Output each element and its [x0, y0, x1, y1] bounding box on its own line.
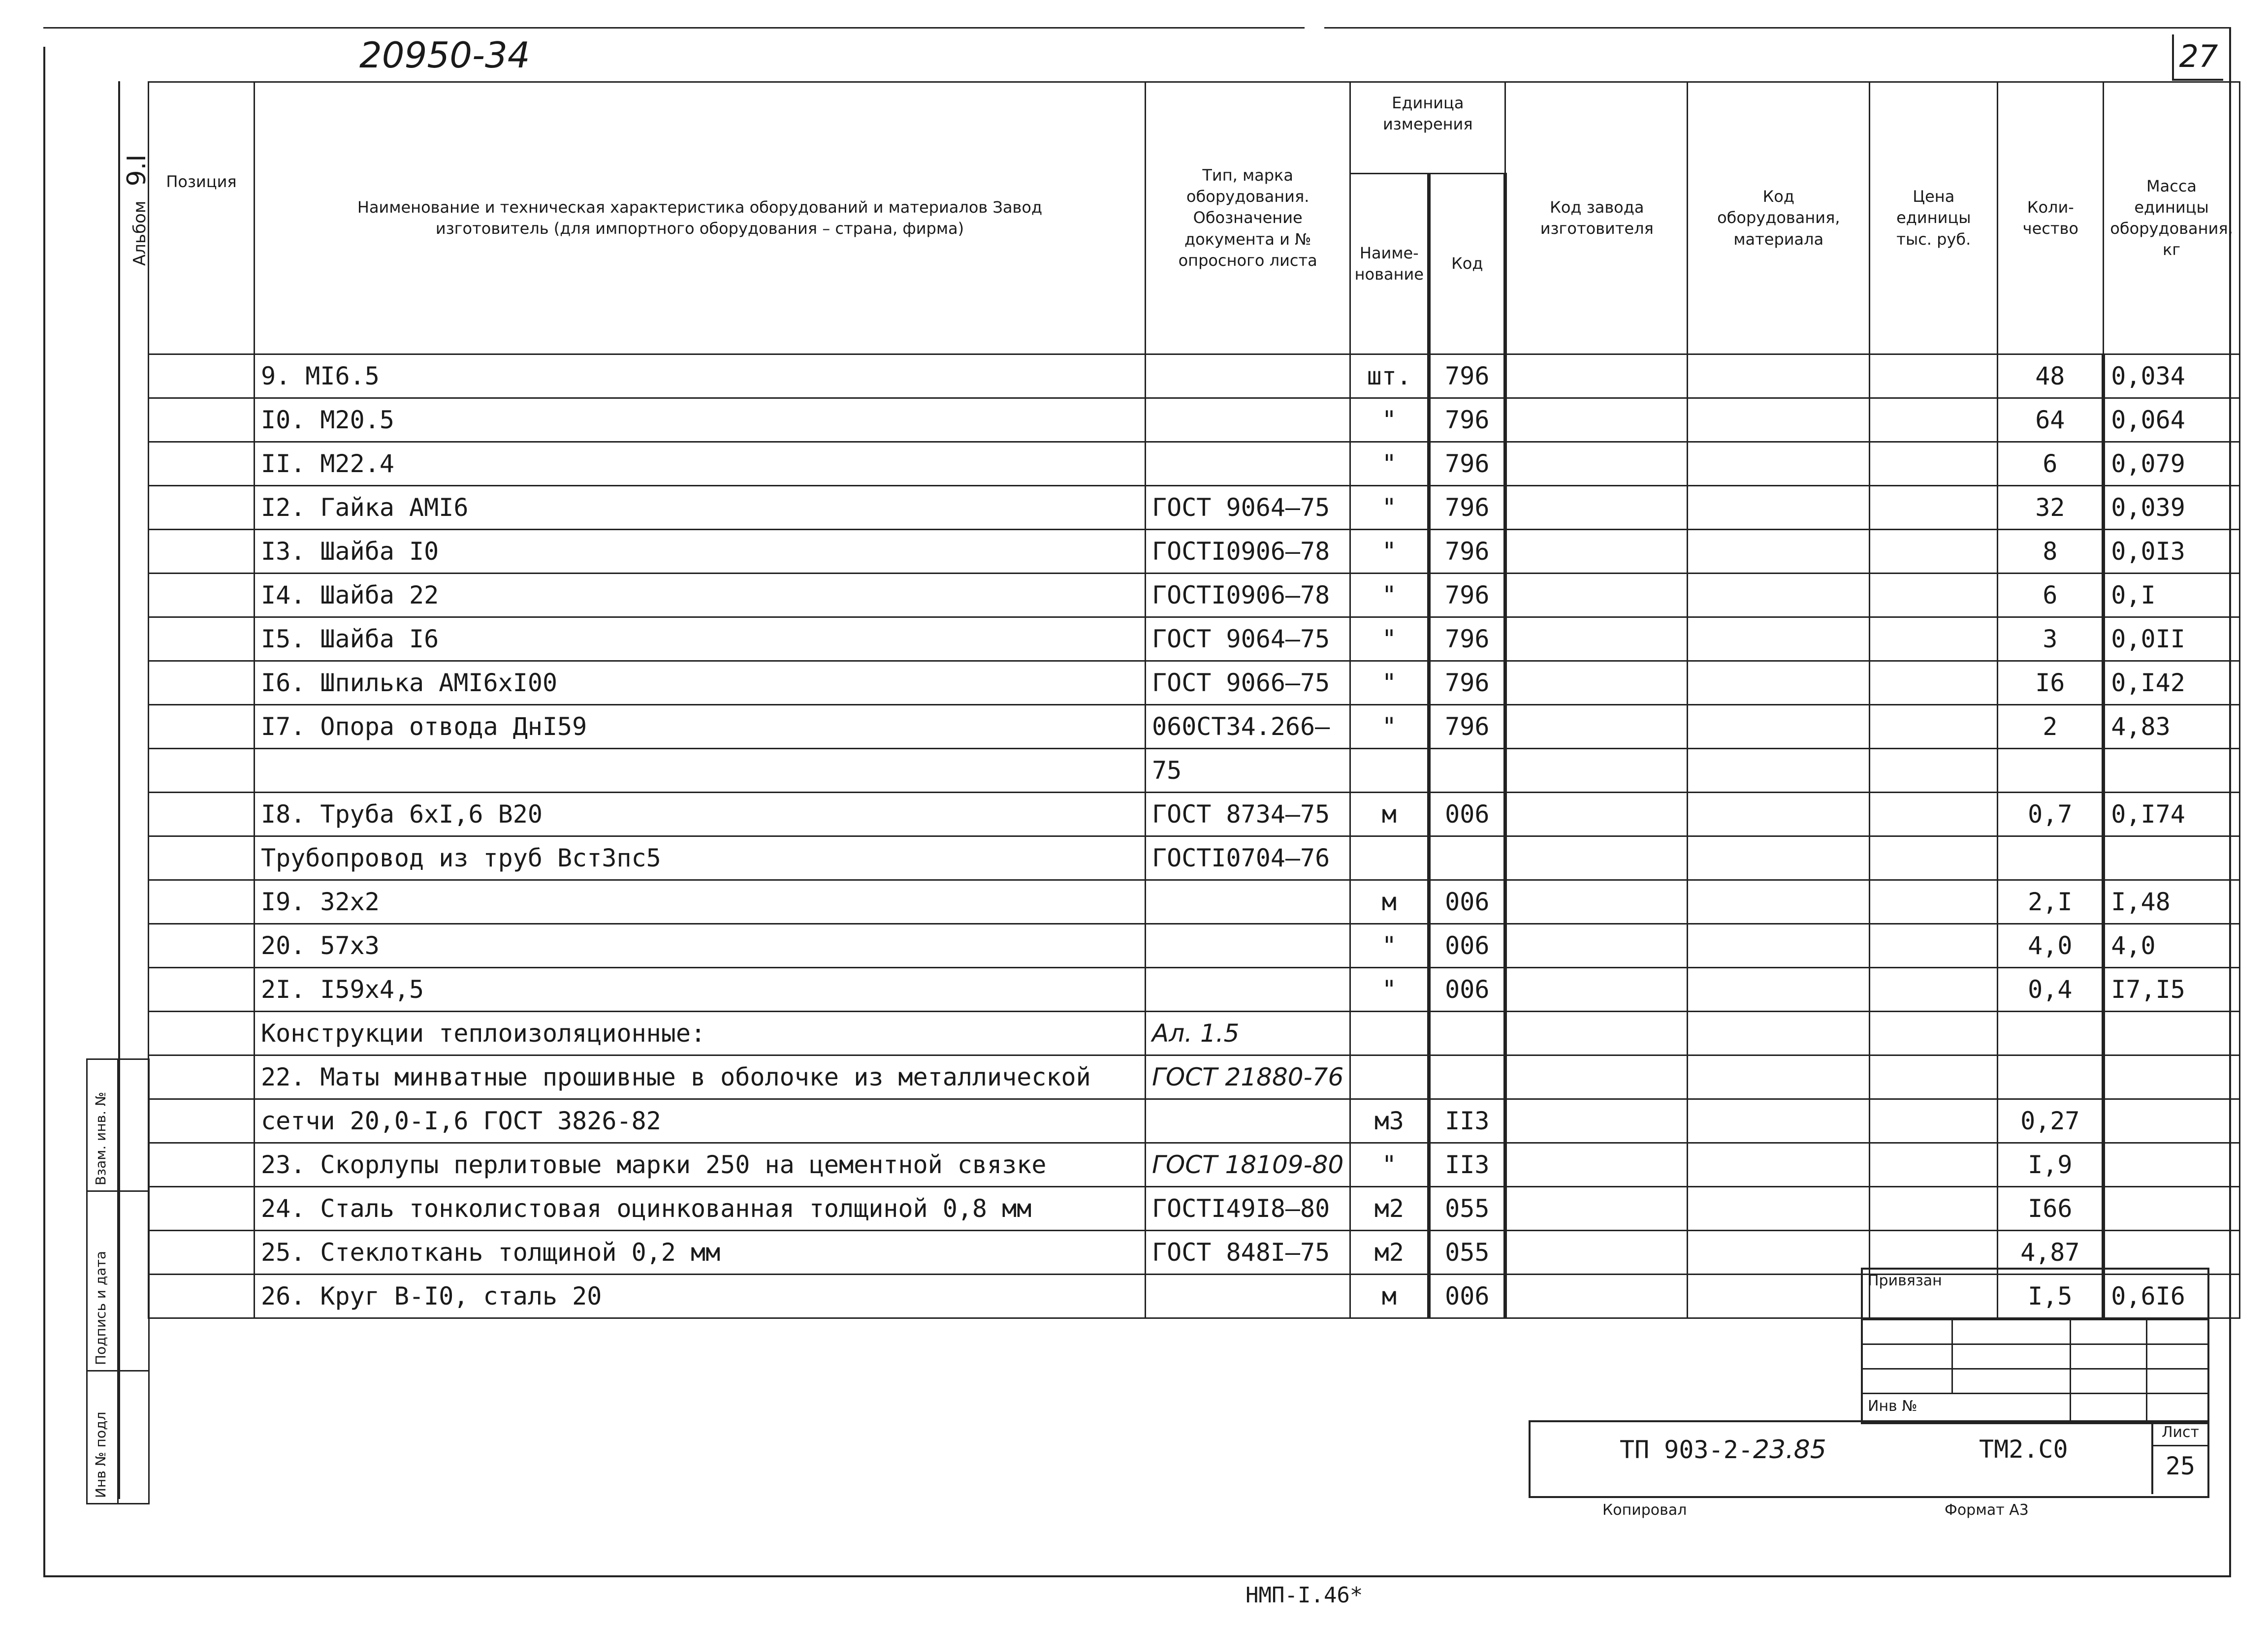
cell-factory-code	[1505, 924, 1688, 968]
cell-mass	[2104, 1012, 2239, 1055]
cell-quantity: 6	[1998, 442, 2104, 486]
cell-code: 055	[1429, 1187, 1505, 1231]
binding-stamp	[1861, 1268, 2209, 1424]
cell-position	[149, 442, 255, 486]
cell-quantity: 8	[1998, 530, 2104, 574]
cell-code	[1429, 749, 1505, 793]
cell-quantity: 0,27	[1998, 1099, 2104, 1143]
cell-code	[1429, 836, 1505, 880]
cell-quantity: I6	[1998, 661, 2104, 705]
table-row	[149, 749, 2240, 793]
cell-mass: 0,6I6	[2104, 1275, 2239, 1318]
cell-equipment-code	[1688, 398, 1870, 442]
cell-factory-code	[1505, 617, 1688, 661]
side-label-sign: Подпись и дата	[93, 1251, 109, 1365]
cell-code: II3	[1429, 1143, 1505, 1187]
album-word: Альбом	[130, 200, 150, 266]
cell-factory-code	[1505, 1012, 1688, 1055]
cell-type	[1146, 924, 1350, 968]
cell-unit: "	[1350, 1143, 1429, 1187]
cell-code	[1429, 1012, 1505, 1055]
cell-unit: "	[1350, 661, 1429, 705]
cell-name: I0. М20.5	[255, 398, 1146, 442]
cell-code: 796	[1429, 354, 1505, 398]
cell-type: ГОСТI0906–78	[1146, 530, 1350, 574]
cell-factory-code	[1505, 1275, 1688, 1318]
cell-unit: "	[1350, 705, 1429, 749]
table-row	[149, 880, 2240, 924]
table-row	[149, 530, 2240, 574]
cell-price	[1870, 836, 1998, 880]
side-label-inv-orig: Инв № подл	[93, 1411, 109, 1498]
cell-name: 20. 57х3	[255, 924, 1146, 968]
cell-type: ГОСТI0704–76	[1146, 836, 1350, 880]
frame-gap	[1305, 27, 1324, 30]
cell-position	[149, 486, 255, 530]
cell-equipment-code	[1688, 749, 1870, 793]
cell-quantity: 4,0	[1998, 924, 2104, 968]
cell-unit: "	[1350, 924, 1429, 968]
cell-name: II. М22.4	[255, 442, 1146, 486]
table-row	[149, 924, 2240, 968]
cell-unit	[1350, 749, 1429, 793]
cell-name: 9. МI6.5	[255, 354, 1146, 398]
cell-mass: 0,I	[2104, 574, 2239, 617]
cell-code: 006	[1429, 924, 1505, 968]
cell-factory-code	[1505, 1143, 1688, 1187]
cell-factory-code	[1505, 836, 1688, 880]
cell-factory-code	[1505, 793, 1688, 836]
cell-equipment-code	[1688, 530, 1870, 574]
cell-code: 055	[1429, 1231, 1505, 1275]
cell-equipment-code	[1688, 924, 1870, 968]
cell-code: 796	[1429, 705, 1505, 749]
cell-factory-code	[1505, 661, 1688, 705]
cell-position	[149, 661, 255, 705]
cell-unit: м	[1350, 1275, 1429, 1318]
cell-type	[1146, 398, 1350, 442]
cell-quantity: 6	[1998, 574, 2104, 617]
cell-factory-code	[1505, 1231, 1688, 1275]
cell-type: ГОСТI0906–78	[1146, 574, 1350, 617]
title-code-hand: 23.85	[1753, 1435, 1826, 1465]
table-row	[149, 836, 2240, 880]
cell-price	[1870, 530, 1998, 574]
cell-type: ГОСТ 9066–75	[1146, 661, 1350, 705]
cell-factory-code	[1505, 354, 1688, 398]
cell-mass: 0,064	[2104, 398, 2239, 442]
cell-price	[1870, 661, 1998, 705]
cell-quantity: 64	[1998, 398, 2104, 442]
cell-position	[149, 398, 255, 442]
cell-type: 060СТ34.266–	[1146, 705, 1350, 749]
cell-quantity	[1998, 1055, 2104, 1099]
cell-factory-code	[1505, 574, 1688, 617]
cell-equipment-code	[1688, 574, 1870, 617]
cell-position	[149, 530, 255, 574]
cell-code: 796	[1429, 486, 1505, 530]
cell-mass: 0,I42	[2104, 661, 2239, 705]
cell-price	[1870, 617, 1998, 661]
cell-position	[149, 1187, 255, 1231]
table-row	[149, 1187, 2240, 1231]
cell-unit: "	[1350, 574, 1429, 617]
cell-mass	[2104, 1143, 2239, 1187]
cell-mass: I7,I5	[2104, 968, 2239, 1012]
table-row	[149, 442, 2240, 486]
cell-unit: "	[1350, 968, 1429, 1012]
cell-price	[1870, 486, 1998, 530]
cell-mass	[2104, 836, 2239, 880]
cell-code: 006	[1429, 880, 1505, 924]
cell-code: 796	[1429, 530, 1505, 574]
cell-price	[1870, 574, 1998, 617]
cell-mass: I,48	[2104, 880, 2239, 924]
cell-equipment-code	[1688, 617, 1870, 661]
cell-position	[149, 617, 255, 661]
cell-position	[149, 1012, 255, 1055]
table-row	[149, 1143, 2240, 1187]
cell-type	[1146, 442, 1350, 486]
cell-quantity: 4,87	[1998, 1231, 2104, 1275]
footer-copied: Копировал	[1602, 1501, 1687, 1519]
cell-equipment-code	[1688, 705, 1870, 749]
cell-code: 796	[1429, 574, 1505, 617]
table-row	[149, 398, 2240, 442]
cell-factory-code	[1505, 486, 1688, 530]
title-sheet-box	[2151, 1420, 2207, 1494]
cell-code: 796	[1429, 661, 1505, 705]
cell-factory-code	[1505, 1187, 1688, 1231]
cell-price	[1870, 398, 1998, 442]
cell-price	[1870, 968, 1998, 1012]
cell-price	[1870, 442, 1998, 486]
cell-factory-code	[1505, 1055, 1688, 1099]
title-sheet-label: Лист	[2153, 1420, 2207, 1446]
document-number: 20950-34	[359, 34, 530, 76]
table-row	[149, 1055, 2240, 1099]
cell-factory-code	[1505, 705, 1688, 749]
table-row	[149, 1099, 2240, 1143]
cell-quantity	[1998, 836, 2104, 880]
cell-code: 006	[1429, 968, 1505, 1012]
stamp-privyazan: Привязан	[1868, 1272, 1942, 1289]
cell-name: I8. Труба 6хI,6 В20	[255, 793, 1146, 836]
title-block-mark: ТМ2.С0	[1979, 1435, 2068, 1464]
cell-factory-code	[1505, 442, 1688, 486]
cell-equipment-code	[1688, 1275, 1870, 1318]
cell-type	[1146, 354, 1350, 398]
cell-position	[149, 1275, 255, 1318]
cell-position	[149, 1099, 255, 1143]
cell-type: ГОСТ 21880-76	[1146, 1055, 1350, 1099]
cell-equipment-code	[1688, 1099, 1870, 1143]
footer-nmp: НМП-I.46*	[1246, 1583, 1363, 1608]
cell-unit: м3	[1350, 1099, 1429, 1143]
cell-name: Конструкции теплоизоляционные:	[255, 1012, 1146, 1055]
cell-unit: "	[1350, 617, 1429, 661]
cell-mass: 4,83	[2104, 705, 2239, 749]
cell-position	[149, 705, 255, 749]
title-block-code	[1620, 1435, 1826, 1465]
title-sheet-number: 25	[2165, 1452, 2196, 1480]
spec-table-wrap	[148, 81, 2240, 1319]
cell-unit: "	[1350, 398, 1429, 442]
cell-price	[1870, 1055, 1998, 1099]
spec-table	[148, 81, 2240, 1319]
col-name: Наименование и техническая характеристика оборудований и материалов Завод изготовитель (для импортного оборудования – страна, фирма)	[255, 82, 1146, 354]
table-row	[149, 793, 2240, 836]
cell-quantity: 3	[1998, 617, 2104, 661]
cell-price	[1870, 924, 1998, 968]
cell-code	[1429, 1055, 1505, 1099]
cell-position	[149, 924, 255, 968]
cell-mass: 0,079	[2104, 442, 2239, 486]
cell-equipment-code	[1688, 1143, 1870, 1187]
cell-name: 23. Скорлупы перлитовые марки 250 на цементной связке	[255, 1143, 1146, 1187]
cell-price	[1870, 749, 1998, 793]
cell-type: Ал. 1.5	[1146, 1012, 1350, 1055]
cell-name: I3. Шайба I0	[255, 530, 1146, 574]
col-quantity: Коли-чество	[1998, 82, 2104, 354]
cell-equipment-code	[1688, 661, 1870, 705]
cell-factory-code	[1505, 530, 1688, 574]
cell-quantity: 2,I	[1998, 880, 2104, 924]
col-unit-code: Код	[1429, 173, 1505, 354]
table-row	[149, 617, 2240, 661]
cell-type	[1146, 880, 1350, 924]
cell-code: 796	[1429, 442, 1505, 486]
cell-name: I2. Гайка АМI6	[255, 486, 1146, 530]
cell-code: 796	[1429, 398, 1505, 442]
cell-unit: "	[1350, 530, 1429, 574]
cell-name: Трубопровод из труб ВстЗпс5	[255, 836, 1146, 880]
cell-unit	[1350, 1055, 1429, 1099]
cell-name: I4. Шайба 22	[255, 574, 1146, 617]
cell-equipment-code	[1688, 354, 1870, 398]
col-position: Позиция	[149, 82, 255, 354]
cell-code: 796	[1429, 617, 1505, 661]
cell-price	[1870, 354, 1998, 398]
cell-price	[1870, 1099, 1998, 1143]
sheet-number-top: 27	[2172, 34, 2223, 81]
cell-position	[149, 880, 255, 924]
album-number: 9.I	[122, 154, 152, 187]
cell-name: I7. Опора отвода ДнI59	[255, 705, 1146, 749]
cell-factory-code	[1505, 1099, 1688, 1143]
cell-type: ГОСТ 18109-80	[1146, 1143, 1350, 1187]
cell-price	[1870, 1012, 1998, 1055]
cell-position	[149, 749, 255, 793]
cell-type	[1146, 1099, 1350, 1143]
cell-type	[1146, 1275, 1350, 1318]
cell-factory-code	[1505, 398, 1688, 442]
table-header-row	[149, 82, 2240, 174]
table-row	[149, 354, 2240, 398]
cell-equipment-code	[1688, 1231, 1870, 1275]
footer-format: Формат А3	[1945, 1501, 2029, 1519]
cell-name: 26. Круг В-I0, сталь 20	[255, 1275, 1146, 1318]
cell-type: ГОСТI49I8–80	[1146, 1187, 1350, 1231]
cell-unit: "	[1350, 442, 1429, 486]
cell-position	[149, 836, 255, 880]
cell-position	[149, 1143, 255, 1187]
cell-name: I9. 32х2	[255, 880, 1146, 924]
cell-name: сетчи 20,0-I,6 ГОСТ 3826-82	[255, 1099, 1146, 1143]
album-label	[122, 155, 152, 266]
col-unit-group: Единица измерения	[1350, 82, 1505, 174]
table-row	[149, 968, 2240, 1012]
cell-price	[1870, 1143, 1998, 1187]
col-unit-name: Наиме-нование	[1350, 173, 1429, 354]
table-row	[149, 1012, 2240, 1055]
cell-position	[149, 1231, 255, 1275]
table-row	[149, 661, 2240, 705]
cell-name: 24. Сталь тонколистовая оцинкованная толщиной 0,8 мм	[255, 1187, 1146, 1231]
cell-name: 25. Стеклоткань толщиной 0,2 мм	[255, 1231, 1146, 1275]
cell-price	[1870, 1187, 1998, 1231]
cell-mass	[2104, 749, 2239, 793]
frame-top-line	[43, 27, 2229, 29]
cell-type: ГОСТ 8734–75	[1146, 793, 1350, 836]
cell-equipment-code	[1688, 793, 1870, 836]
table-row	[149, 705, 2240, 749]
cell-quantity: I66	[1998, 1187, 2104, 1231]
cell-mass: 4,0	[2104, 924, 2239, 968]
cell-type: ГОСТ 9064–75	[1146, 486, 1350, 530]
cell-equipment-code	[1688, 486, 1870, 530]
cell-unit: м	[1350, 880, 1429, 924]
cell-code: II3	[1429, 1099, 1505, 1143]
cell-equipment-code	[1688, 1055, 1870, 1099]
cell-quantity: 32	[1998, 486, 2104, 530]
side-approval-box	[86, 1058, 150, 1504]
table-row	[149, 574, 2240, 617]
col-price: Цена единицы тыс. руб.	[1870, 82, 1998, 354]
cell-mass: 0,0I3	[2104, 530, 2239, 574]
cell-position	[149, 1055, 255, 1099]
cell-price	[1870, 705, 1998, 749]
table-row	[149, 486, 2240, 530]
cell-quantity	[1998, 1012, 2104, 1055]
cell-name: 2I. I59х4,5	[255, 968, 1146, 1012]
cell-position	[149, 793, 255, 836]
cell-mass	[2104, 1187, 2239, 1231]
cell-price	[1870, 793, 1998, 836]
cell-name	[255, 749, 1146, 793]
cell-equipment-code	[1688, 836, 1870, 880]
cell-position	[149, 574, 255, 617]
cell-mass: 0,0II	[2104, 617, 2239, 661]
cell-quantity: I,5	[1998, 1275, 2104, 1318]
cell-quantity: 0,7	[1998, 793, 2104, 836]
title-code-prefix: ТП 903-2-	[1620, 1436, 1753, 1464]
cell-unit: м2	[1350, 1231, 1429, 1275]
cell-unit	[1350, 1012, 1429, 1055]
cell-unit: м	[1350, 793, 1429, 836]
cell-code: 006	[1429, 793, 1505, 836]
cell-equipment-code	[1688, 968, 1870, 1012]
cell-position	[149, 968, 255, 1012]
cell-name: 22. Маты минватные прошивные в оболочке из металлической	[255, 1055, 1146, 1099]
cell-type: ГОСТ 9064–75	[1146, 617, 1350, 661]
cell-quantity: 48	[1998, 354, 2104, 398]
cell-name: I5. Шайба I6	[255, 617, 1146, 661]
cell-type: ГОСТ 848I–75	[1146, 1231, 1350, 1275]
cell-type: 75	[1146, 749, 1350, 793]
cell-equipment-code	[1688, 442, 1870, 486]
col-equipment-code: Код оборудования, материала	[1688, 82, 1870, 354]
cell-position	[149, 354, 255, 398]
cell-unit: м2	[1350, 1187, 1429, 1231]
cell-equipment-code	[1688, 1012, 1870, 1055]
cell-unit	[1350, 836, 1429, 880]
cell-mass: 0,039	[2104, 486, 2239, 530]
stamp-inv-no: Инв №	[1868, 1398, 1917, 1415]
cell-factory-code	[1505, 749, 1688, 793]
cell-unit: "	[1350, 486, 1429, 530]
cell-mass: 0,I74	[2104, 793, 2239, 836]
cell-name: I6. Шпилька АМI6хI00	[255, 661, 1146, 705]
col-type: Тип, марка оборудования. Обозначение документа и № опросного листа	[1146, 82, 1350, 354]
cell-equipment-code	[1688, 880, 1870, 924]
cell-quantity: I,9	[1998, 1143, 2104, 1187]
cell-quantity: 2	[1998, 705, 2104, 749]
cell-price	[1870, 880, 1998, 924]
cell-factory-code	[1505, 880, 1688, 924]
col-mass: Масса единицы оборудования, кг	[2104, 82, 2239, 354]
cell-quantity: 0,4	[1998, 968, 2104, 1012]
cell-mass: 0,034	[2104, 354, 2239, 398]
col-factory-code: Код завода изготовителя	[1505, 82, 1688, 354]
cell-mass	[2104, 1099, 2239, 1143]
cell-mass	[2104, 1055, 2239, 1099]
cell-code: 006	[1429, 1275, 1505, 1318]
cell-quantity	[1998, 749, 2104, 793]
cell-type	[1146, 968, 1350, 1012]
cell-unit: шт.	[1350, 354, 1429, 398]
cell-equipment-code	[1688, 1187, 1870, 1231]
cell-factory-code	[1505, 968, 1688, 1012]
side-label-vzam: Взам. инв. №	[93, 1091, 109, 1185]
